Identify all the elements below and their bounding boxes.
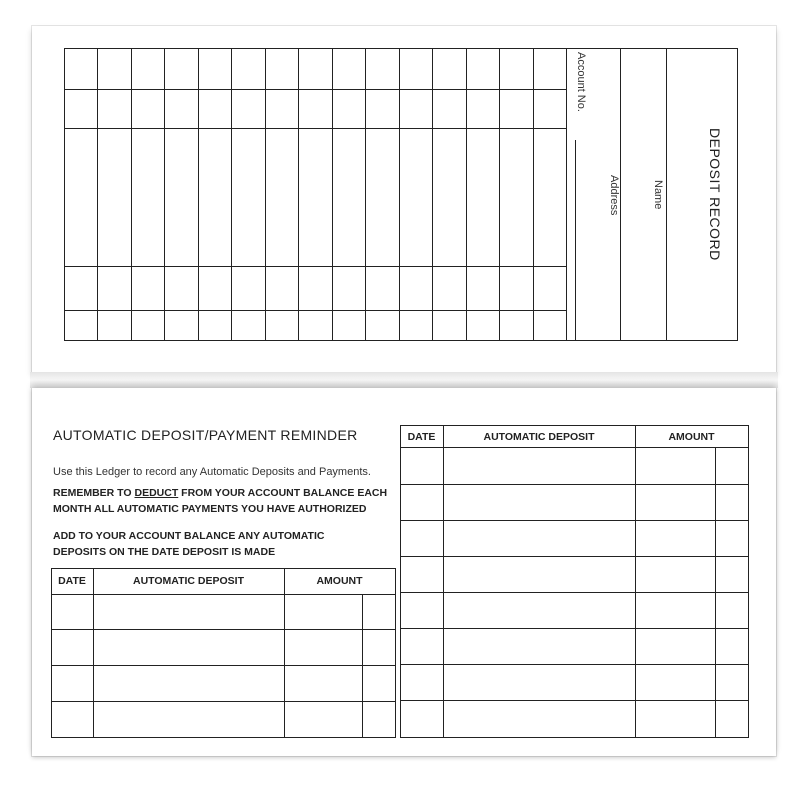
add-line-1: ADD TO YOUR ACCOUNT BALANCE ANY AUTOMATIC [53,530,325,542]
left-date-header: DATE [58,575,86,587]
right-deposit-header: AUTOMATIC DEPOSIT [483,431,595,443]
add-line-2: DEPOSITS ON THE DATE DEPOSIT IS MADE [53,546,276,558]
remember-suffix: FROM YOUR ACCOUNT BALANCE EACH [178,487,388,499]
reminder-title: AUTOMATIC DEPOSIT/PAYMENT REMINDER [53,427,358,443]
remember-line-1 [53,487,387,499]
account-no-label: Account No. [575,52,587,112]
remember-prefix: REMEMBER TO [53,487,135,499]
book-spine [30,372,778,388]
right-amount-header: AMOUNT [668,431,715,443]
deposit-record-page [32,26,776,372]
deduct-emphasis: DEDUCT [134,487,179,499]
right-date-header: DATE [407,431,436,443]
address-label: Address [608,175,620,216]
left-deposit-header: AUTOMATIC DEPOSIT [132,575,245,587]
reminder-intro: Use this Ledger to record any Automatic Deposits and Payments. [53,466,371,478]
left-amount-header: AMOUNT [316,575,363,587]
deposit-record-title: DEPOSIT RECORD [707,128,723,261]
name-label: Name [652,180,664,210]
remember-line-2: MONTH ALL AUTOMATIC PAYMENTS YOU HAVE AUTHORIZED [53,503,367,515]
